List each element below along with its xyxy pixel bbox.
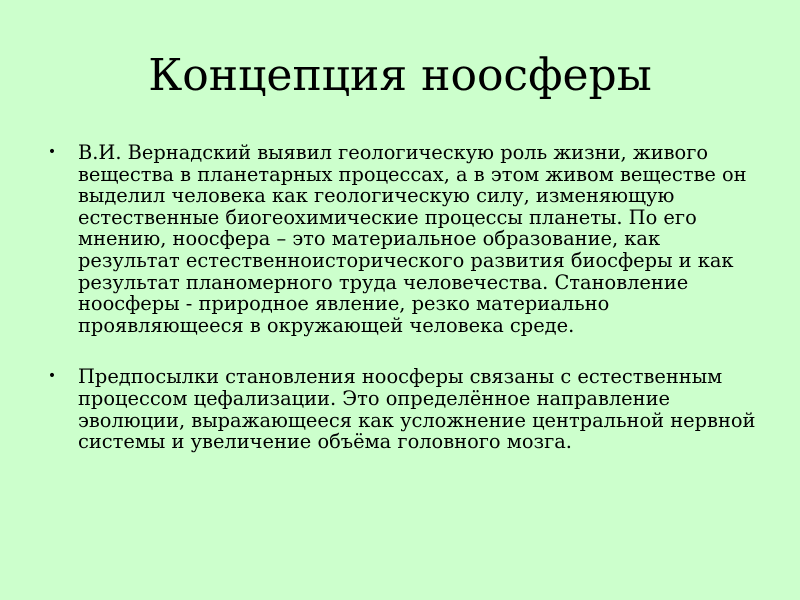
bullet-item [47,141,758,337]
bullet-item [47,365,758,454]
bullet-list [47,141,758,483]
bullet-dot-icon: • [47,368,57,385]
bullet-dot-icon: • [47,144,57,160]
bullet-text: В.И. Вернадский выявил геологическую роль жизни, живого вещества в планетарных процессах, а в этом живом веществе он выделил человека как геологическую силу, изменяющую естественные биогеохимические процессы планеты. По его мнению, ноосфера – это материальное образование, как результат естественноисторического развития биосферы и как результат планомерного труда человечества. Становление ноосферы - природное явление, резко материально проявляющееся в окружающей человека среде. [78,141,747,337]
bullet-text: Предпосылки становления ноосферы связаны с естественным процессом цефализации. Это определённое направление эволюции, выражающееся как усложнение центральной нервной системы и увеличение объёма головного мозга. [78,365,756,454]
slide-title: Концепция ноосферы [148,50,652,101]
